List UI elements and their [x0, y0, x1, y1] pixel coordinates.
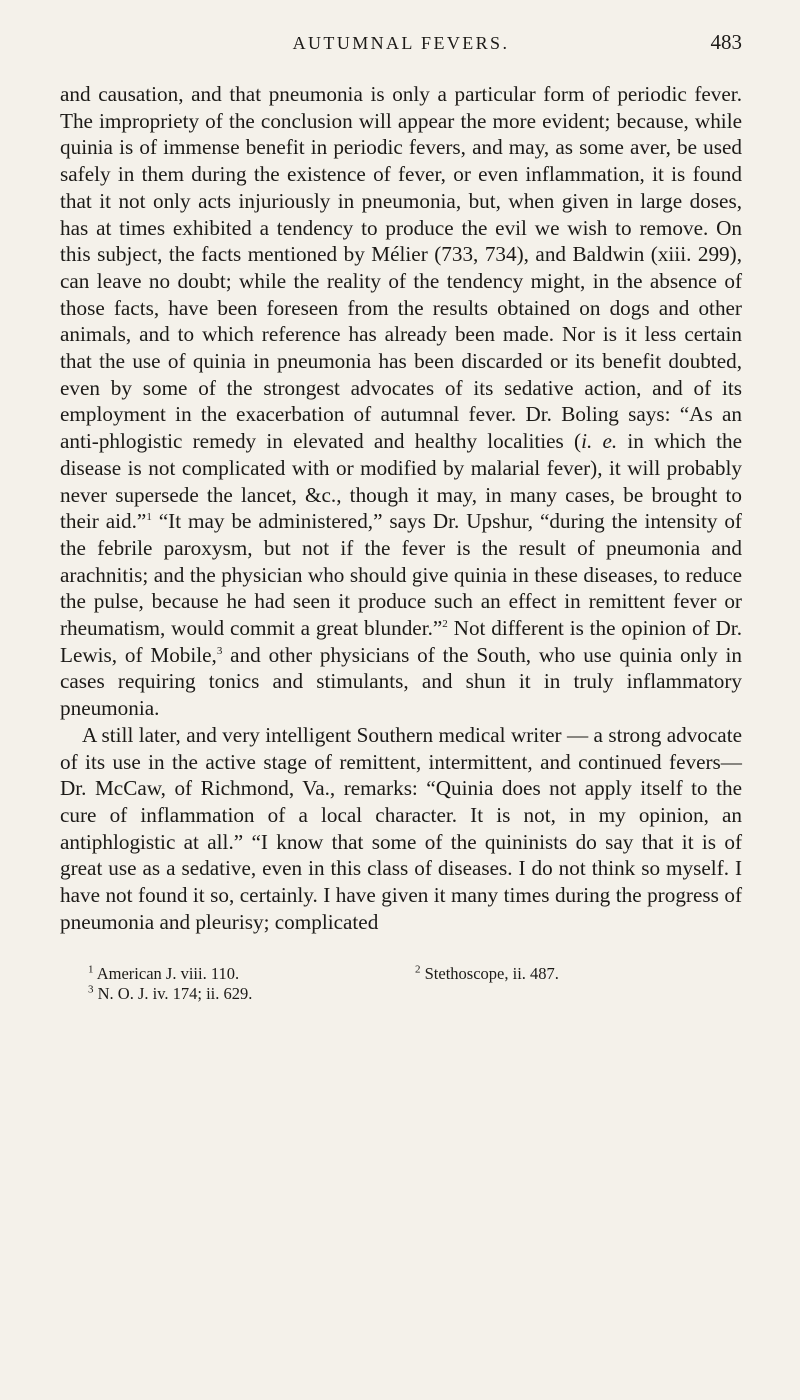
- running-head: [60, 0, 742, 60]
- body-text: [60, 81, 742, 936]
- footnote-1: [88, 964, 415, 984]
- footnote-row: [88, 964, 742, 984]
- paragraph-1-text-a: and causation, and that pneumonia is only a particular form of periodic fever. The impropriety of the conclusion will appear the more evident; because, while quinia is of immense benefit in periodic fevers, and may, as some aver, be used safely in them during the existence of fever, or even inflammation, it is found that it not only acts injuriously in pneumonia, but, when given in large doses, has at times exhibited a tendency to produce the evil we wish to remove. On this subject, the facts mentioned by Mélier (733, 734), and Baldwin (xiii. 299), can leave no doubt; while the reality of the tendency might, in the absence of those facts, have been foreseen from the results obtained on dogs and other animals, and to which reference has already been made. Nor is it less certain that the use of quinia in pneumonia has been discarded or its benefit doubted, even by some of the strongest advocates of its sedative action, and of its employment in the exacerbation of autumnal fever. Dr. Boling says: “As an anti-phlogistic remedy in elevated and healthy localities (: [60, 82, 742, 454]
- footnote-2-text: Stethoscope, ii. 487.: [424, 963, 559, 983]
- footnote-marker-1: 1: [88, 963, 94, 975]
- footnote-ref-1: 1: [146, 511, 152, 524]
- footnote-3: [88, 984, 415, 1004]
- footnote-ref-3: 3: [216, 644, 223, 657]
- footnote-marker-3: 3: [88, 983, 94, 995]
- paragraph-1: [60, 81, 742, 722]
- footnote-marker-2: 2: [415, 963, 421, 975]
- paragraph-1-text-c: “It may be administered,” says Dr. Upshur, “during the intensity of the febrile paroxysm, but not if the fever is the result of pneumonia and arachnitis; and the physician who should give quinia in these diseases, to reduce the pulse, because he had seen it produce such an effect in remittent fever or rheumatism, would commit a great blunder.”: [60, 509, 742, 641]
- footnote-2: [415, 964, 715, 984]
- paragraph-2: A still later, and very intelligent Southern medical writer — a strong advocate of its use in the active stage of remittent, intermittent, and continued fevers—Dr. McCaw, of Richmond, Va., remarks: “Quinia does not apply itself to the cure of inflammation of a local character. It is not, in my opinion, an antiphlogistic at all.” “I know that some of the quininists do say that it is of great use as a sedative, even in this class of diseases. I do not think so myself. I have not found it so, certainly. I have given it many times during the progress of pneumonia and pleurisy; complicated: [60, 722, 742, 934]
- paragraph-1-text-b: in which the disease is not complicated with or modified by malarial fever), it will probably never supersede the lancet, &c., though it may, in many cases, be brought to their aid.”: [60, 429, 742, 534]
- footnotes: [60, 964, 742, 1004]
- footnote-row: [88, 984, 742, 1004]
- page-number: 483: [710, 30, 742, 54]
- paragraph-1-text-d: Not different is the opinion of Dr. Lewis, of Mobile,: [60, 616, 742, 667]
- footnote-1-text: American J. viii. 110.: [96, 963, 240, 983]
- footnote-3-text: N. O. J. iv. 174; ii. 629.: [97, 983, 253, 1003]
- abbreviation-ie: i. e.: [581, 429, 618, 454]
- footnote-ref-2: 2: [442, 618, 448, 630]
- paragraph-1-text-e: and other physicians of the South, who use quinia only in cases requiring tonics and stimulants, and shun it in truly inflammatory pneumonia.: [60, 642, 742, 721]
- running-title: AUTUMNAL FEVERS.: [292, 33, 510, 53]
